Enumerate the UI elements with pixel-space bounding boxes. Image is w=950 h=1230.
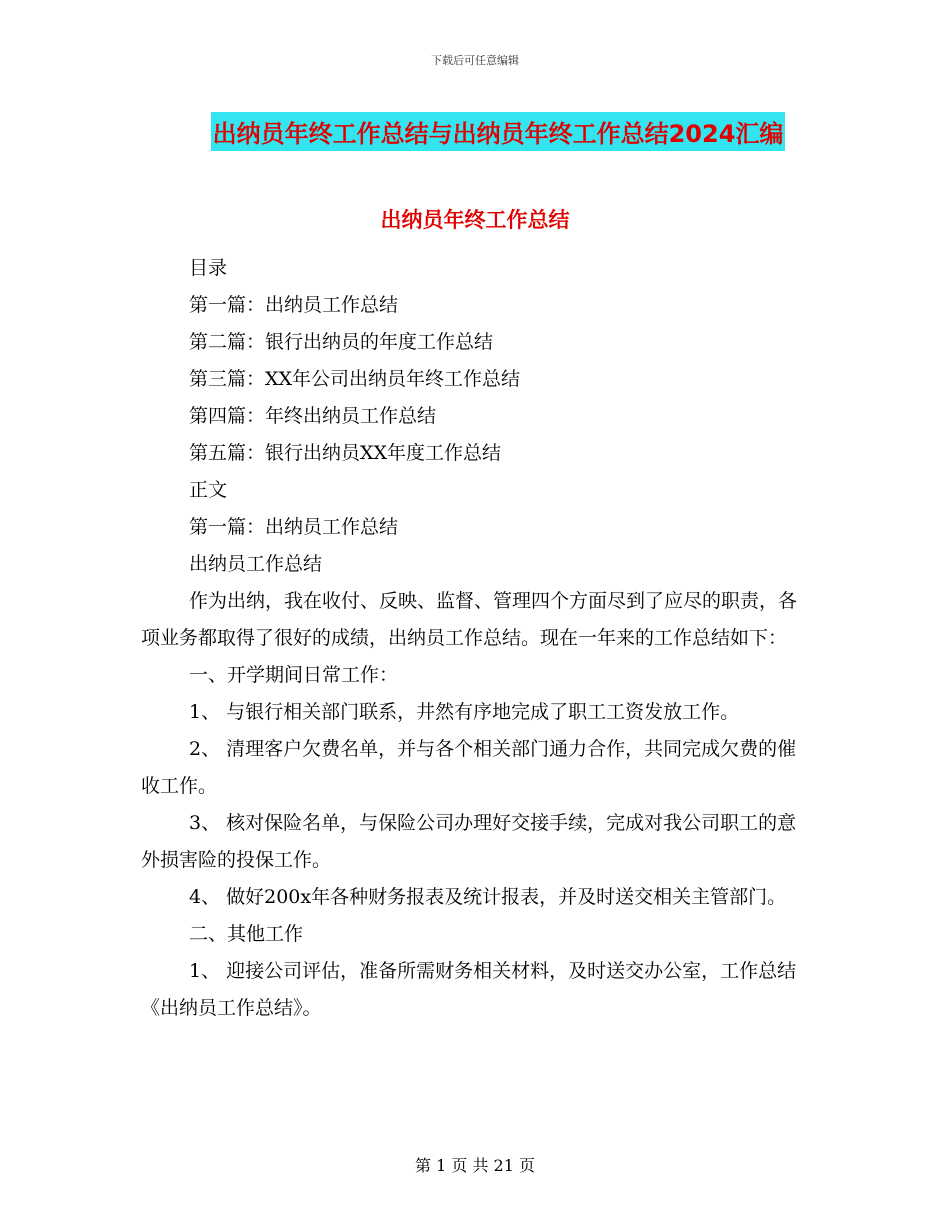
- main-title: 出纳员年终工作总结与出纳员年终工作总结2024汇编: [211, 112, 786, 151]
- list-item: 4、 做好200x年各种财务报表及统计报表，并及时送交相关主管部门。: [189, 886, 787, 908]
- body-label: 正文: [189, 479, 228, 501]
- toc-item: 第五篇：银行出纳员XX年度工作总结: [189, 442, 502, 464]
- chapter-title: 第一篇：出纳员工作总结: [189, 516, 399, 538]
- page-footer: 第 1 页 共 21 页: [415, 1156, 535, 1175]
- list-item: 1、 与银行相关部门联系，井然有序地完成了职工工资发放工作。: [189, 701, 740, 723]
- section-heading: 出纳员工作总结: [189, 553, 323, 575]
- list-item: 3、 核对保险名单，与保险公司办理好交接手续，完成对我公司职工的意外损害险的投保工作。: [141, 812, 797, 871]
- sub-title: 出纳员年终工作总结: [380, 208, 570, 232]
- document-body: [141, 250, 801, 1027]
- toc-item: 第三篇：XX年公司出纳员年终工作总结: [189, 368, 521, 390]
- header-note: 下载后可任意编辑: [431, 54, 519, 67]
- section2-title: 二、其他工作: [189, 923, 304, 945]
- intro-paragraph: 作为出纳，我在收付、反映、监督、管理四个方面尽到了应尽的职责，各项业务都取得了很好的成绩，出纳员工作总结。现在一年来的工作总结如下：: [141, 590, 798, 649]
- toc-label: 目录: [189, 257, 228, 279]
- section1-title: 一、开学期间日常工作：: [189, 664, 399, 686]
- main-title-container: [0, 112, 950, 151]
- toc-item: 第二篇：银行出纳员的年度工作总结: [189, 331, 494, 353]
- list-item: 1、 迎接公司评估，准备所需财务相关材料，及时送交办公室，工作总结《出纳员工作总结》。: [141, 960, 797, 1019]
- toc-item: 第一篇：出纳员工作总结: [189, 294, 399, 316]
- list-item: 2、 清理客户欠费名单，并与各个相关部门通力合作，共同完成欠费的催收工作。: [141, 738, 797, 797]
- toc-item: 第四篇：年终出纳员工作总结: [189, 405, 437, 427]
